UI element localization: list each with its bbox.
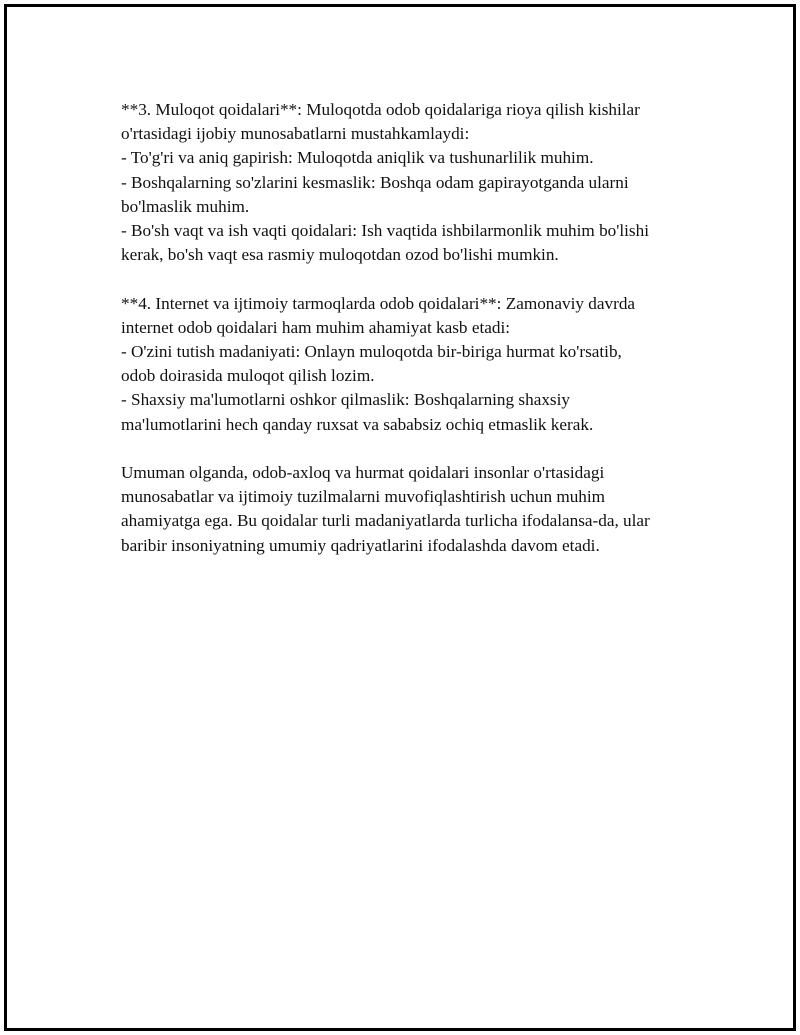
text-line: o'rtasidagi ijobiy munosabatlarni mustahkamlaydi:: [121, 124, 470, 144]
text-line: - Boshqalarning so'zlarini kesmaslik: Boshqa odam gapirayotganda ularni: [121, 172, 629, 192]
text-line: ahamiyatga ega. Bu qoidalar turli madaniyatlarda turlicha ifodalansa-da, ular: [121, 511, 650, 531]
page-frame: [4, 4, 796, 1031]
text-line: munosabatlar va ijtimoiy tuzilmalarni muvofiqlashtirish uchun muhim: [121, 487, 606, 507]
text-line: **3. Muloqot qoidalari**: Muloqotda odob qoidalariga rioya qilish kishilar: [121, 100, 640, 119]
section-3-communication-rules: [121, 98, 701, 267]
text-line: **4. Internet va ijtimoiy tarmoqlarda odob qoidalari**: Zamonaviy davrda: [121, 293, 636, 313]
section-4-internet-etiquette: [121, 292, 701, 437]
text-line: ma'lumotlarini hech qanday ruxsat va sababsiz ochiq etmaslik kerak.: [121, 414, 594, 434]
text-line: - Bo'sh vaqt va ish vaqti qoidalari: Ish vaqtida ishbilarmonlik muhim bo'lishi: [121, 221, 649, 241]
text-line: baribir insoniyatning umumiy qadriyatlarini ifodalashda davom etadi.: [121, 535, 600, 555]
text-line: - Shaxsiy ma'lumotlarni oshkor qilmaslik: Boshqalarning shaxsiy: [121, 390, 570, 410]
text-line: - O'zini tutish madaniyati: Onlayn muloqotda bir-biriga hurmat ko'rsatib,: [121, 342, 622, 362]
text-line: kerak, bo'sh vaqt esa rasmiy muloqotdan ozod bo'lishi mumkin.: [121, 245, 559, 265]
page-content: [121, 98, 701, 582]
text-line: bo'lmaslik muhim.: [121, 196, 250, 216]
conclusion-paragraph: [121, 461, 701, 558]
text-line: Umuman olganda, odob-axloq va hurmat qoidalari insonlar o'rtasidagi: [121, 463, 605, 483]
text-line: - To'g'ri va aniq gapirish: Muloqotda aniqlik va tushunarlilik muhim.: [121, 148, 594, 168]
text-line: internet odob qoidalari ham muhim ahamiyat kasb etadi:: [121, 317, 511, 337]
text-line: odob doirasida muloqot qilish lozim.: [121, 366, 375, 386]
